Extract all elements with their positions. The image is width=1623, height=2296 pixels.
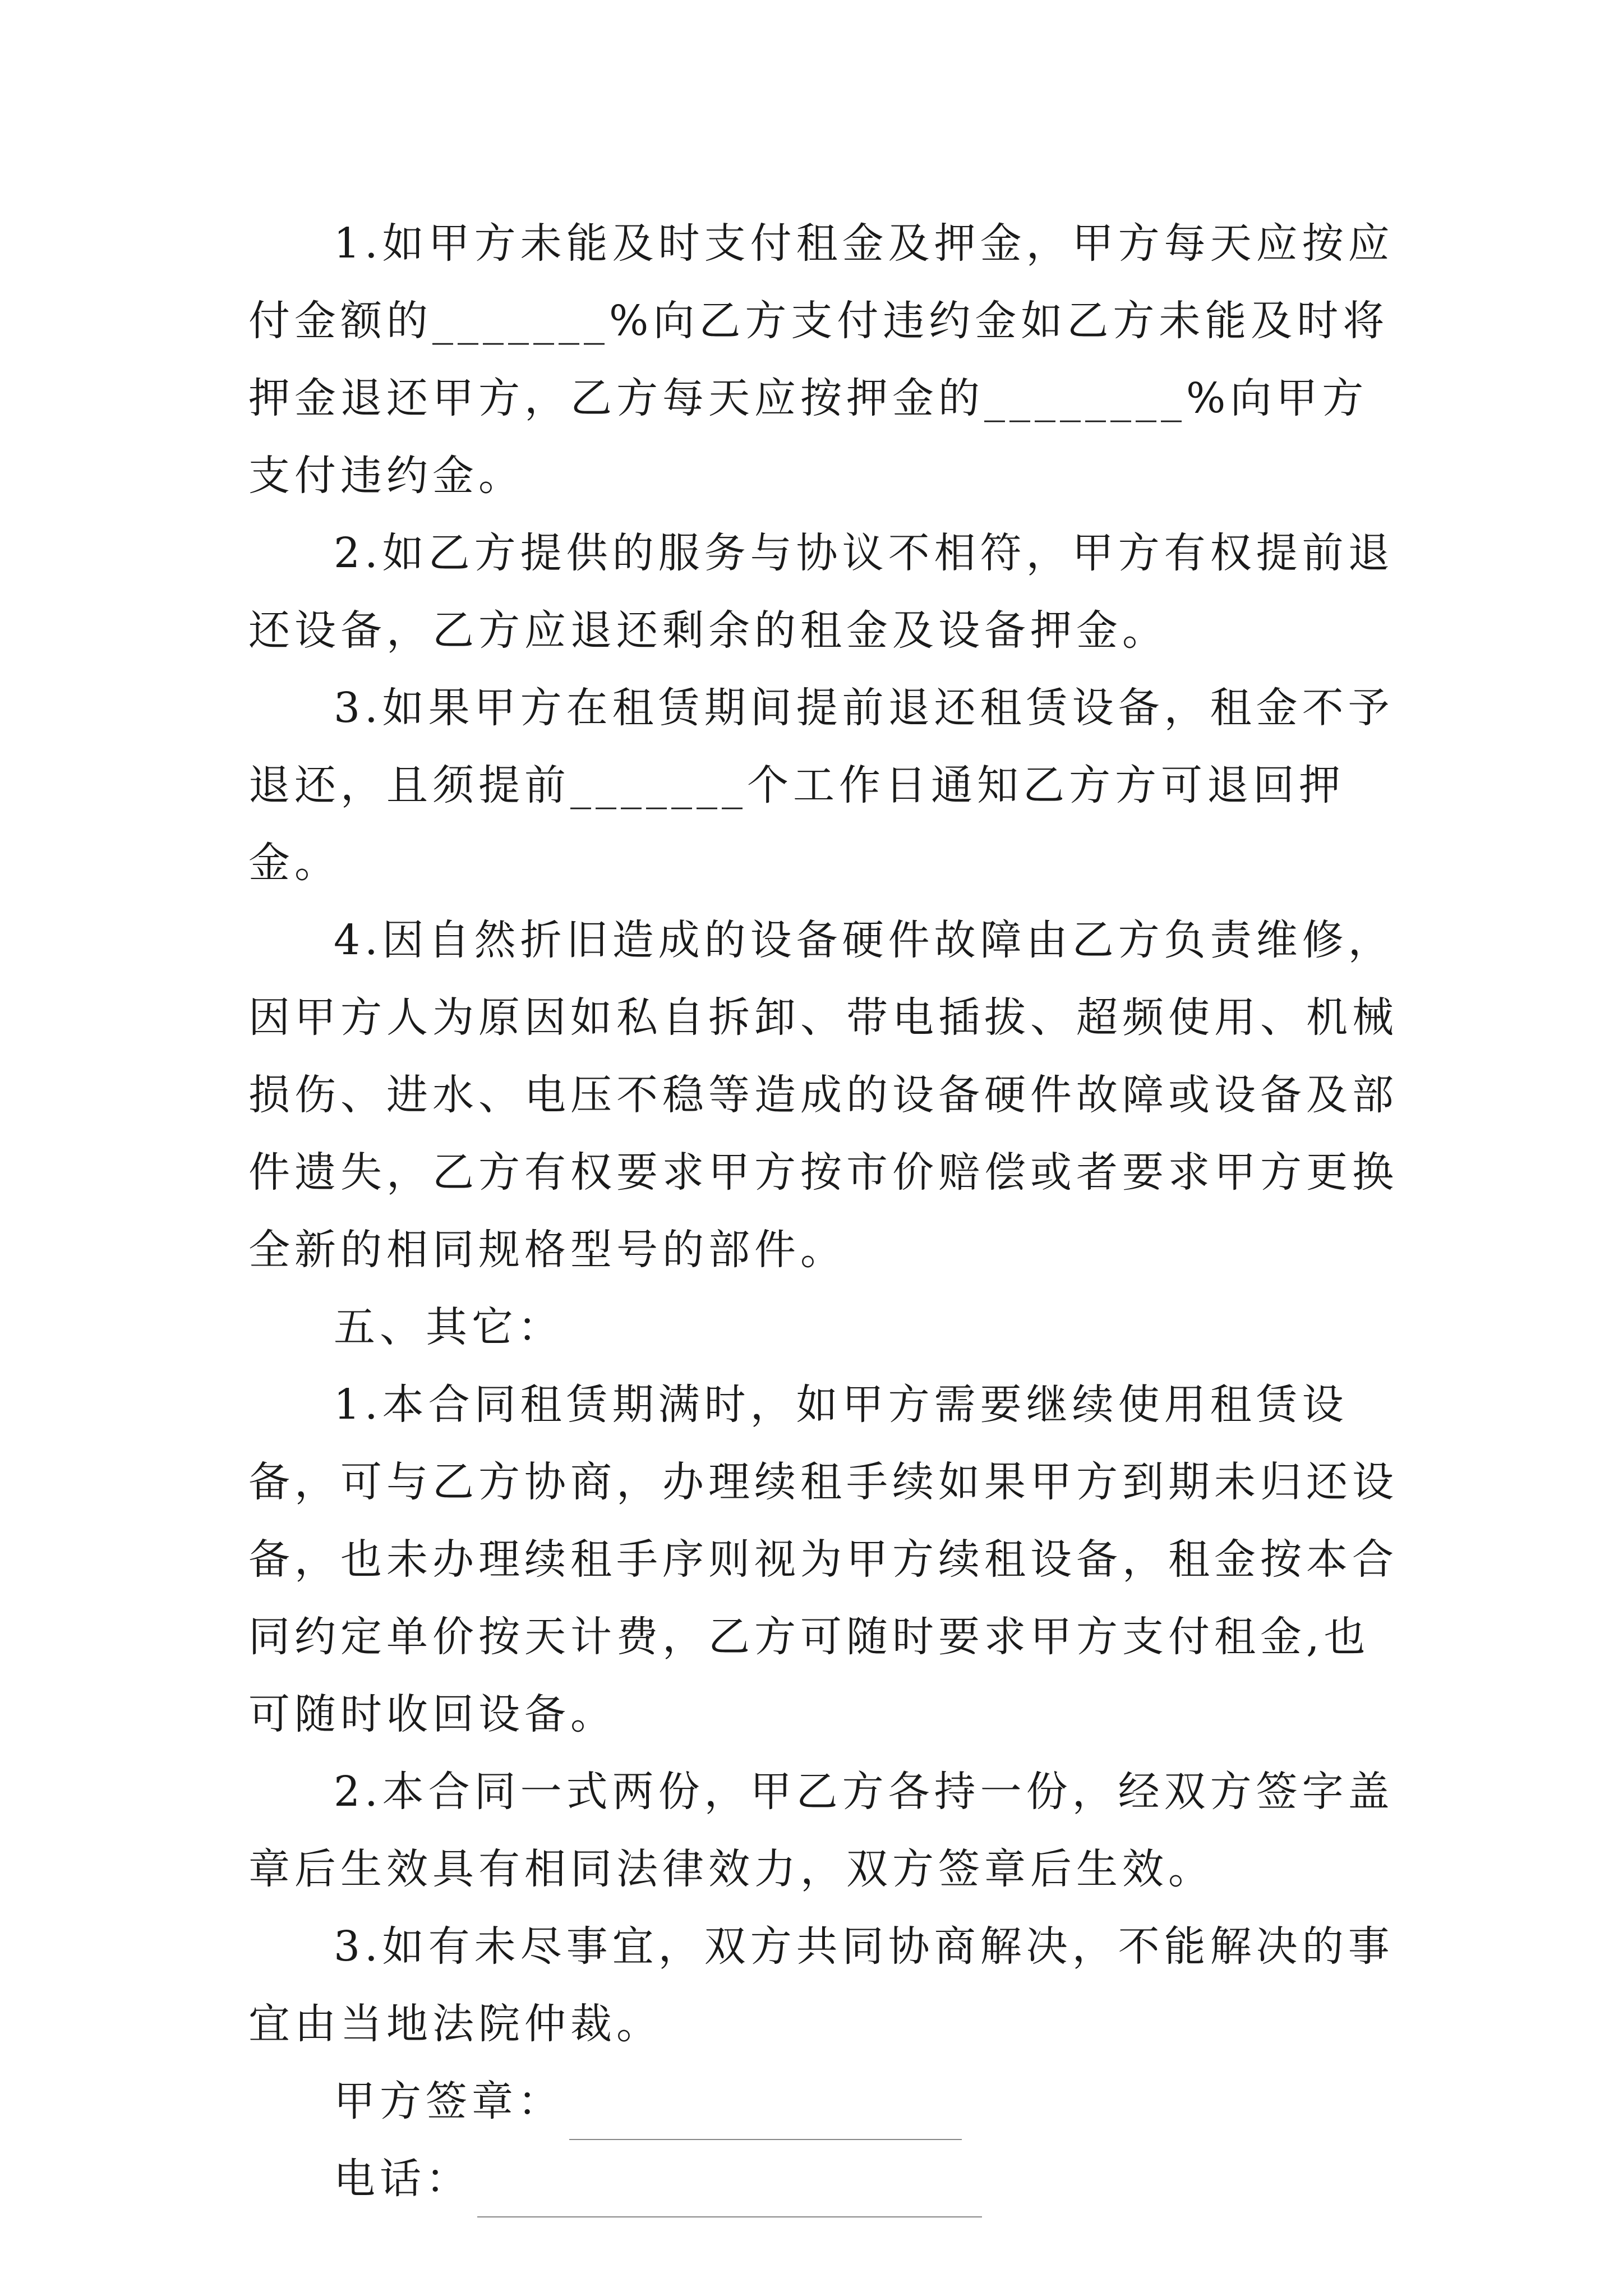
phone-field[interactable]	[477, 2165, 982, 2217]
clause-2-service-mismatch: 2.如乙方提供的服务与协议不相符，甲方有权提前退还设备，乙方应退还剩余的租金及设备押金。	[248, 529, 1394, 655]
clause-1-late-payment: 1.如甲方未能及时支付租金及押金，甲方每天应按应付金额的_______%向乙方支付违约金如乙方未能及时将押金退还甲方，乙方每天应按押金的________%向甲方支付违约金。	[248, 219, 1394, 500]
party-a-signature-label: 甲方签章：	[334, 2077, 564, 2125]
other-clause-1-renewal: 1.本合同租赁期满时，如甲方需要继续使用租赁设备，可与乙方协商，办理续租手续如果甲方到期未归还设备，也未办理续租手序则视为甲方续租设备，租金按本合同约定单价按天计费，乙方可随时要求甲方支付租金,也可随时收回设备。	[248, 1381, 1398, 1738]
document-body	[248, 205, 1404, 2217]
clause-4-damage: 4.因自然折旧造成的设备硬件故障由乙方负责维修，因甲方人为原因如私自拆卸、带电插拔、超频使用、机械损伤、进水、电压不稳等造成的设备硬件故障或设备及部件遗失，乙方有权要求甲方按市价赔偿或者要求甲方更换全新的相同规格型号的部件。	[248, 916, 1398, 1274]
other-clause-3-disputes: 3.如有未尽事宜，双方共同协商解决，不能解决的事宜由当地法院仲裁。	[248, 1922, 1394, 2048]
clause-3-early-return: 3.如果甲方在租赁期间提前退还租赁设备，租金不予退还，且须提前_______个工作日通知乙方方可退回押金。	[248, 684, 1394, 887]
section-heading-other: 五、其它：	[334, 1303, 564, 1351]
party-a-signature-row	[248, 2063, 1404, 2140]
phone-label: 电话：	[334, 2155, 472, 2203]
party-a-signature-field[interactable]	[569, 2087, 962, 2140]
phone-row	[248, 2140, 1404, 2217]
other-clause-2-copies: 2.本合同一式两份，甲乙方各持一份，经双方签字盖章后生效具有相同法律效力，双方签章后生效。	[248, 1768, 1394, 1893]
